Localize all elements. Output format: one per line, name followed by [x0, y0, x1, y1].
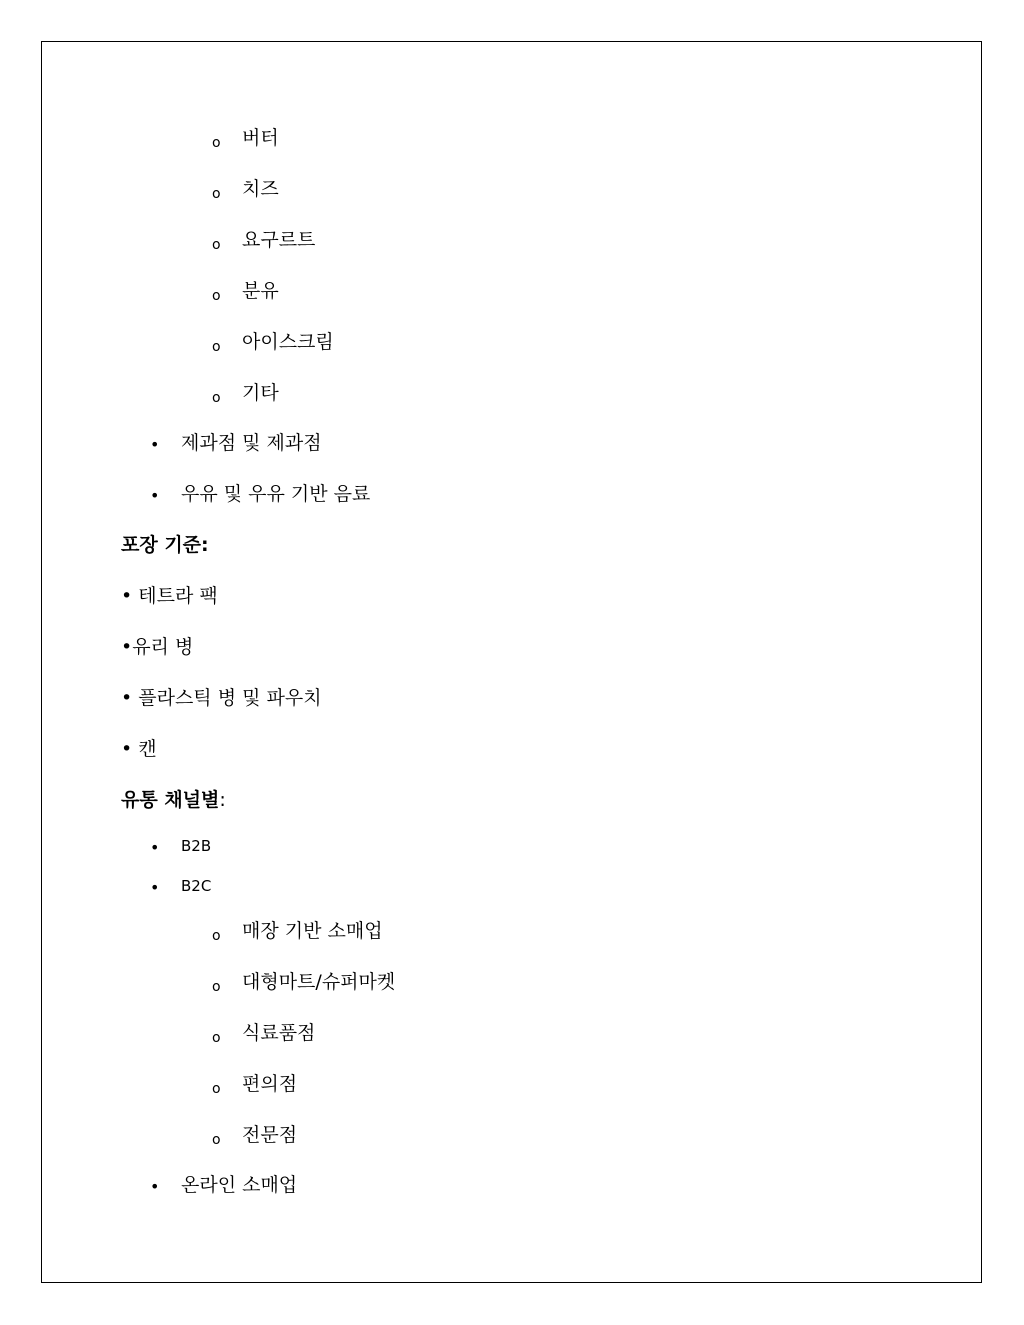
- dairy-sub-item: 요구르트: [242, 229, 316, 251]
- b2c-sub-item: 식료품점: [242, 1022, 316, 1044]
- hollow-bullet-icon: o: [212, 339, 221, 355]
- distribution-heading-colon: :: [219, 789, 226, 811]
- hollow-bullet-icon: o: [212, 135, 221, 151]
- packaging-item: • 캔: [121, 738, 157, 760]
- b2c-sub-item: 대형마트/슈퍼마켓: [242, 971, 396, 993]
- hollow-bullet-icon: o: [212, 1132, 221, 1148]
- product-item: 우유 및 우유 기반 음료: [181, 483, 371, 505]
- dairy-sub-item: 치즈: [242, 178, 279, 200]
- b2c-sub-item: 편의점: [242, 1073, 298, 1095]
- dairy-sub-item: 기타: [242, 382, 279, 404]
- b2c-sub-item: 매장 기반 소매업: [242, 920, 383, 942]
- distribution-item: B2B: [181, 837, 212, 855]
- hollow-bullet-icon: o: [212, 928, 221, 944]
- hollow-bullet-icon: o: [212, 237, 221, 253]
- packaging-item: •유리 병: [121, 636, 194, 658]
- distribution-item-online: 온라인 소매업: [181, 1174, 298, 1196]
- hollow-bullet-icon: o: [212, 288, 221, 304]
- solid-bullet-icon: •: [150, 838, 160, 857]
- distribution-item: B2C: [181, 877, 212, 895]
- packaging-heading: 포장 기준:: [121, 534, 209, 556]
- solid-bullet-icon: •: [150, 878, 160, 897]
- distribution-heading: [121, 788, 226, 812]
- hollow-bullet-icon: o: [212, 186, 221, 202]
- solid-bullet-icon: •: [150, 486, 160, 505]
- packaging-item: • 플라스틱 병 및 파우치: [121, 687, 322, 709]
- b2c-sub-item: 전문점: [242, 1124, 298, 1146]
- distribution-heading-text: 유통 채널별: [121, 789, 220, 811]
- hollow-bullet-icon: o: [212, 1030, 221, 1046]
- hollow-bullet-icon: o: [212, 1081, 221, 1097]
- product-item: 제과점 및 제과점: [181, 432, 322, 454]
- dairy-sub-item: 버터: [242, 127, 279, 149]
- dairy-sub-item: 분유: [242, 280, 279, 302]
- solid-bullet-icon: •: [150, 435, 160, 454]
- document-page: [41, 41, 982, 1283]
- hollow-bullet-icon: o: [212, 979, 221, 995]
- dairy-sub-item: 아이스크림: [242, 331, 334, 353]
- packaging-item: • 테트라 팩: [121, 585, 218, 607]
- solid-bullet-icon: •: [150, 1177, 160, 1196]
- hollow-bullet-icon: o: [212, 390, 221, 406]
